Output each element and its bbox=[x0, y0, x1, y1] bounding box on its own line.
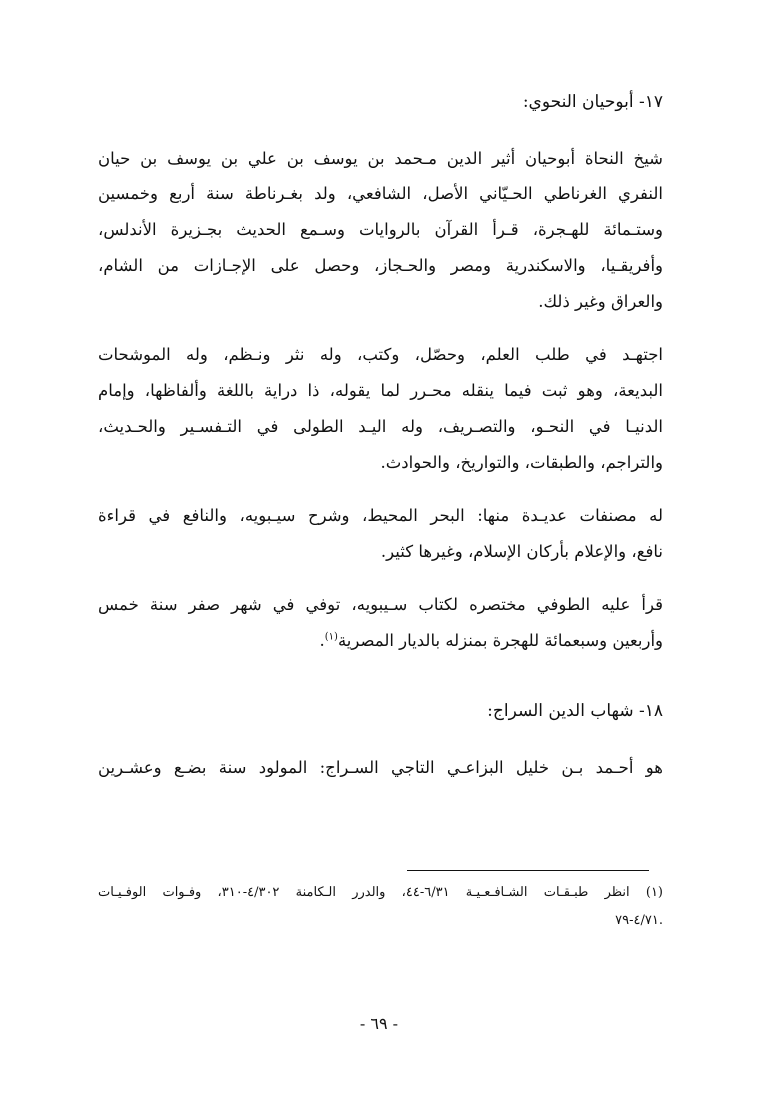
paragraph-line: النفري الغرناطي الحـيّاني الأصل، الشافعي، ولد بغـرناطة سنة أربع وخمسين bbox=[98, 184, 663, 203]
paragraph-line: وستـمائة للهـجرة، قـرأ القرآن بالروايات وسـمع الحديث بجـزيرة الأندلس، bbox=[98, 220, 663, 239]
paragraph-line: وأفريقـيا، والاسكندرية ومصر والحـجاز، وحصل على الإجـازات من الشام، bbox=[98, 256, 663, 275]
paragraph-line: والتراجم، والطبقات، والتواريخ، والحوادث. bbox=[380, 453, 663, 472]
paragraph-line: قرأ عليه الطوفي مختصره لكتاب سـيبويه، توفي في شهر صفر سنة خمس bbox=[98, 595, 663, 614]
footnote-separator bbox=[407, 870, 649, 871]
entry-heading-18: ١٨- شهاب الدين السراج: bbox=[487, 701, 663, 721]
paragraph-line: شيخ النحاة أبوحيان أثير الدين مـحمد بن يوسف بن علي بن يوسف بن حيان bbox=[98, 149, 663, 168]
paragraph-line: البديعة، وهو ثبت فيما ينقله محـرر لما يقوله، ذا دراية باللغة وألفاظها، وإمام bbox=[98, 381, 663, 400]
footnote-marker: (١) bbox=[324, 631, 338, 643]
paragraph-line: هو أحـمد بـن خليل البزاعـي التاجي السـراج: المولود سنة بضـع وعشـرين bbox=[98, 758, 663, 777]
paragraph-line: نافع، والإعلام بأركان الإسلام، وغيرها كثير. bbox=[380, 542, 663, 561]
paragraph-line-with-footnote bbox=[98, 629, 663, 655]
entry-heading-17: ١٧- أبوحيان النحوي: bbox=[522, 92, 663, 112]
paragraph-line: الدنيـا في النحـو، والتصـريف، وله اليـد الطولى في التـفسـير والحـديث، bbox=[98, 417, 663, 436]
paragraph-line: والعراق وغير ذلك. bbox=[538, 292, 663, 311]
paragraph-line: له مصنفات عديـدة منها: البحر المحيط، وشرح سيـبويه، والنافع في قراءة bbox=[98, 506, 663, 525]
final-period: . bbox=[319, 631, 325, 650]
page-number: - ٦٩ - bbox=[359, 1014, 399, 1033]
footnote-line: (١) انظر طبـقـات الشـافـعـيـة ٦/٣١-٤٤، والدرر الـكامنة ٤/٣٠٢-٣١٠، وفـوات الوفـيـات bbox=[98, 885, 663, 900]
paragraph-text: وأربعين وسبعمائة للهجرة بمنزله بالديار المصرية bbox=[337, 631, 663, 650]
paragraph-line: اجتهـد في طلب العلم، وحصّل، وكتب، وله نثر ونـظم، وله الموشحات bbox=[98, 345, 663, 364]
footnote-line: ٤/٧١-٧٩. bbox=[615, 913, 663, 928]
